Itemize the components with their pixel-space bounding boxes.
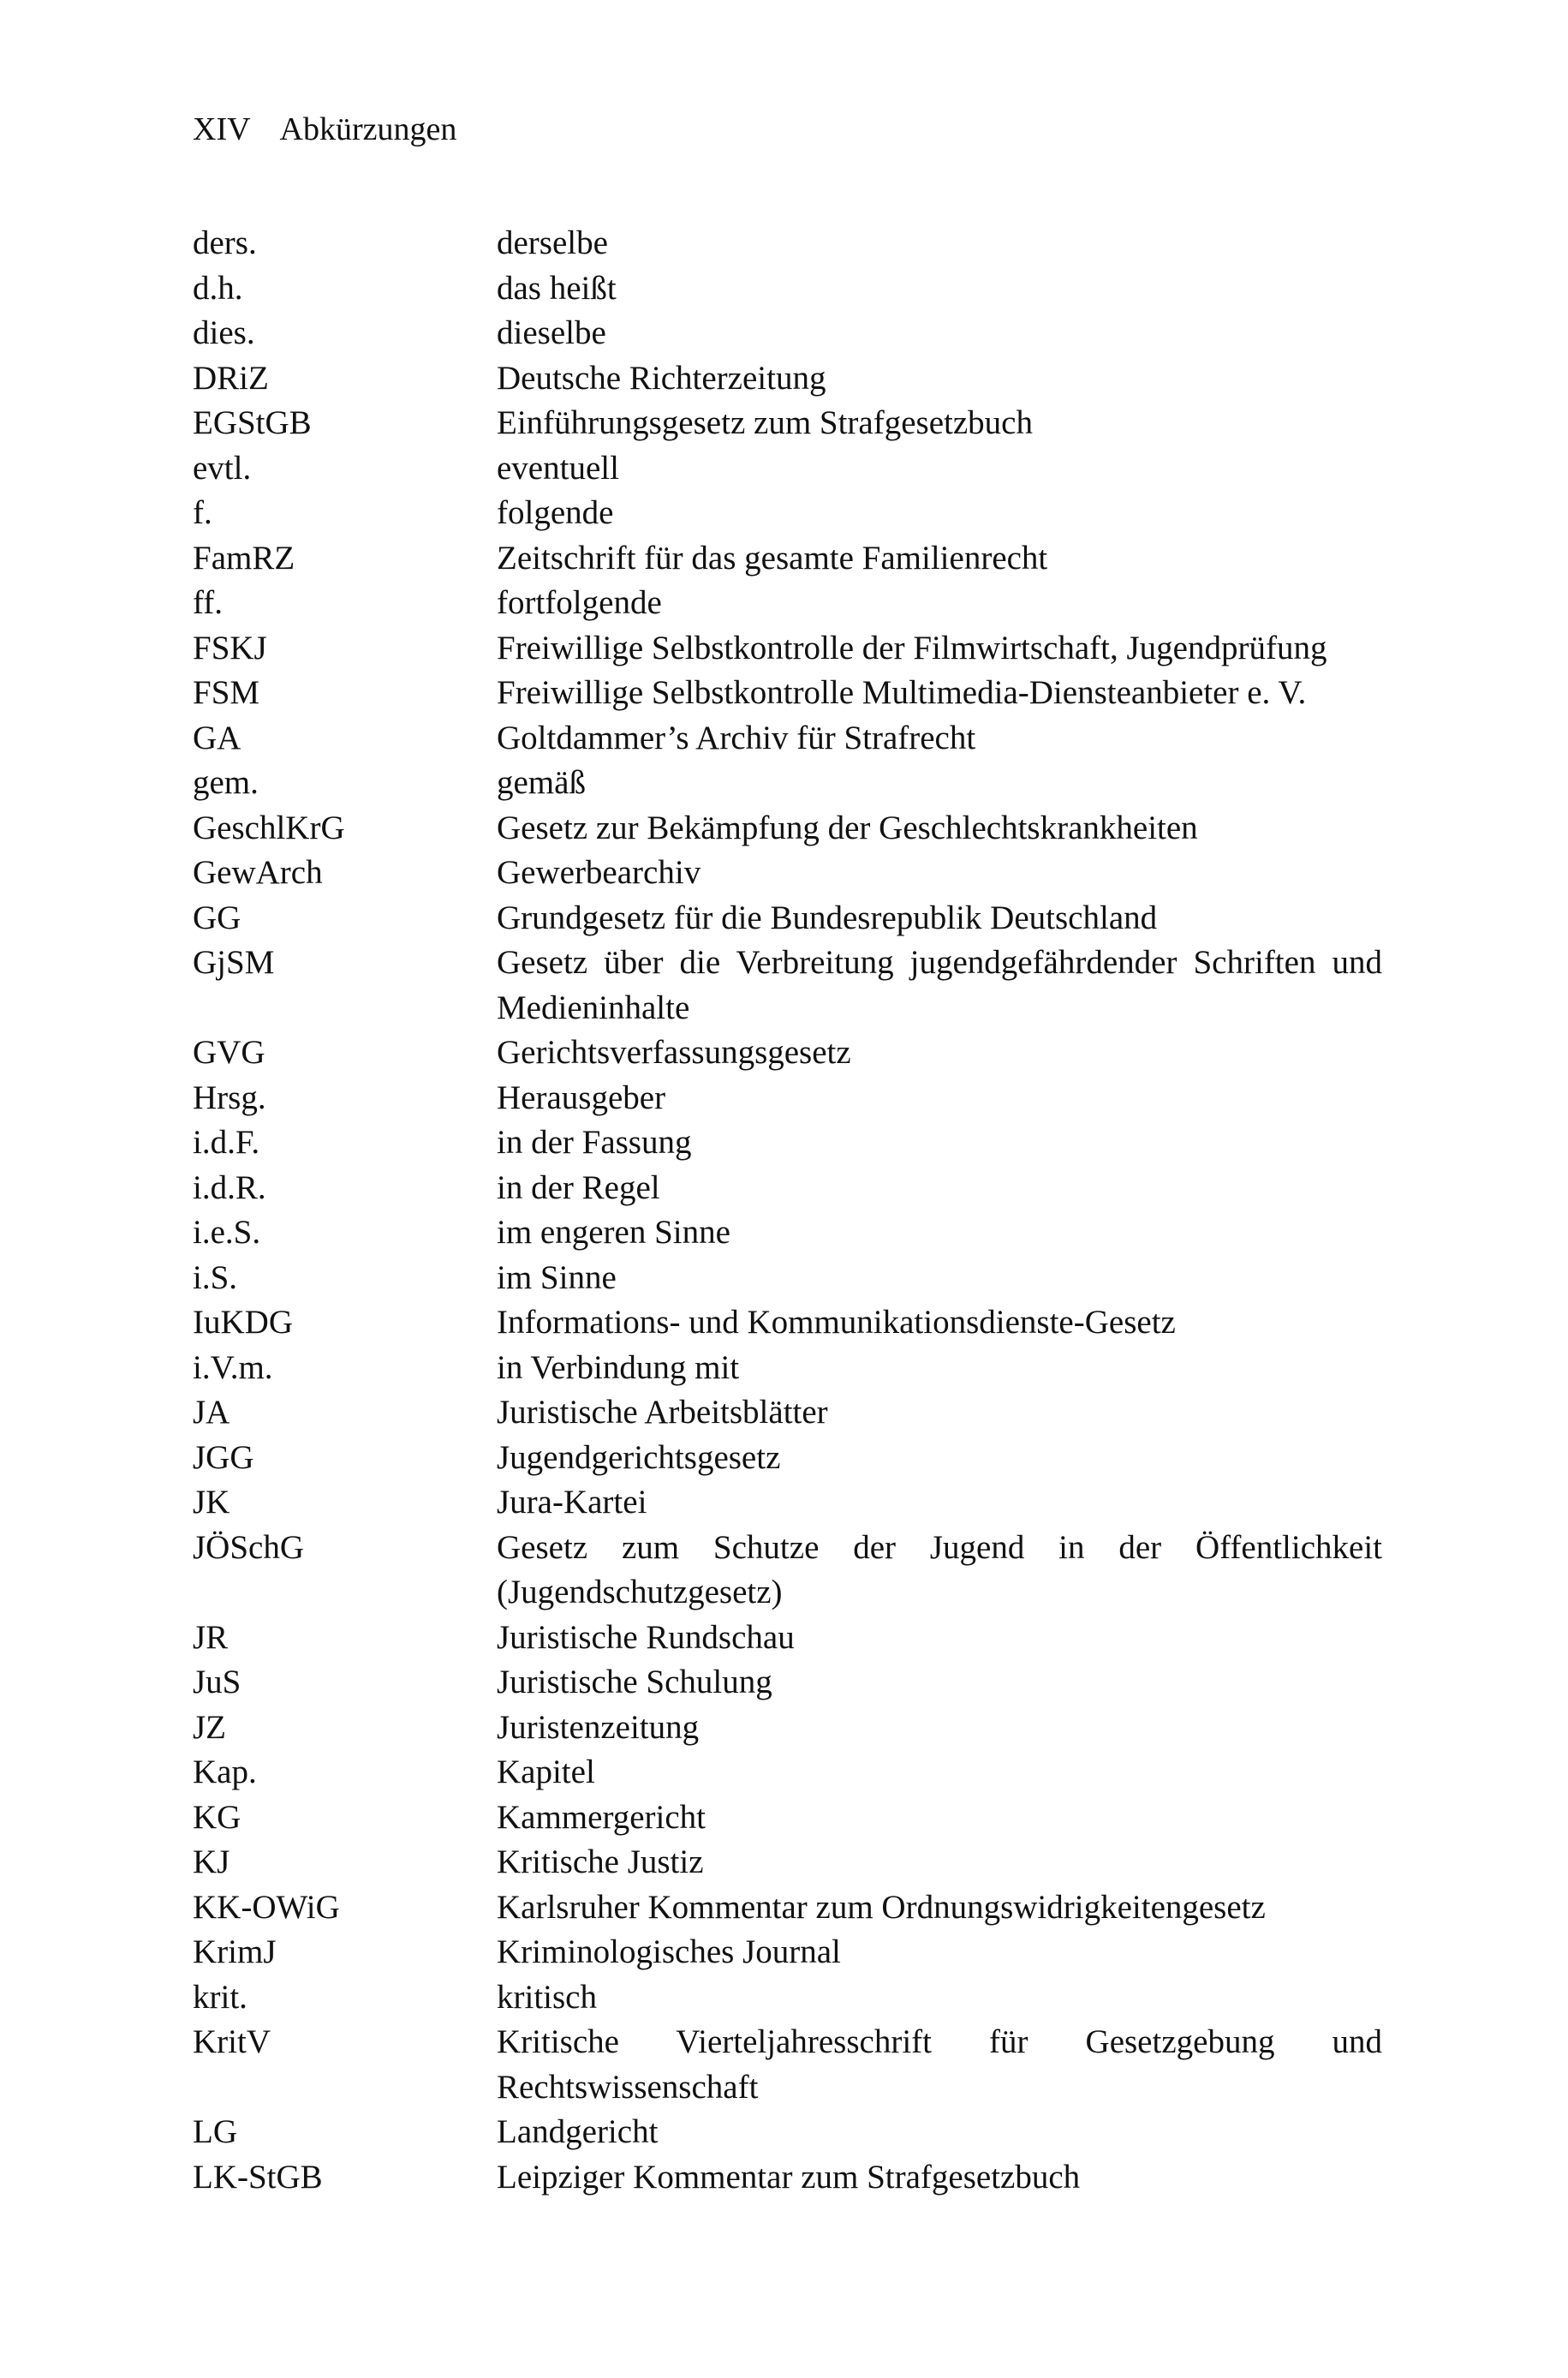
abbreviation-entry	[193, 1750, 1409, 1795]
abbreviation-entry	[193, 1346, 1409, 1391]
abbreviation-term: JK	[193, 1484, 230, 1521]
abbreviation-entry	[193, 1930, 1409, 1975]
abbreviation-term: FSKJ	[193, 629, 267, 666]
abbreviation-entry	[193, 536, 1409, 582]
abbreviation-entry	[193, 1166, 1409, 1211]
abbreviation-term: GA	[193, 719, 241, 756]
abbreviation-term: KK-OWiG	[193, 1888, 340, 1926]
abbreviation-meaning: Einführungsgesetz zum Strafgesetzbuch	[497, 404, 1033, 441]
abbreviation-entry	[193, 581, 1409, 626]
abbreviation-term: KrimJ	[193, 1933, 277, 1970]
abbreviation-entry	[193, 1840, 1409, 1885]
abbreviation-entry	[193, 1526, 1409, 1616]
abbreviation-entry	[193, 941, 1409, 1031]
abbreviation-meaning: Grundgesetz für die Bundesrepublik Deutschland	[497, 899, 1158, 936]
abbreviation-term: IuKDG	[193, 1304, 293, 1341]
abbreviation-meaning: Goltdammer’s Archiv für Strafrecht	[497, 719, 976, 756]
abbreviation-meaning: Kammergericht	[497, 1798, 706, 1836]
abbreviation-meaning: Juristenzeitung	[497, 1708, 700, 1746]
abbreviation-meaning: Gesetz über die Verbreitung jugendgefährdender Schriften und Medieninhalte	[497, 944, 1382, 1026]
abbreviation-meaning: im engeren Sinne	[497, 1214, 730, 1251]
abbreviation-term: JuS	[193, 1664, 241, 1700]
abbreviation-meaning: derselbe	[497, 224, 608, 261]
abbreviation-term: GVG	[193, 1034, 265, 1071]
abbreviation-entry	[193, 446, 1409, 492]
abbreviation-meaning: das heißt	[497, 269, 617, 307]
abbreviation-meaning: folgende	[497, 494, 614, 531]
abbreviation-entry	[193, 2020, 1409, 2110]
abbreviation-term: JZ	[193, 1708, 226, 1746]
abbreviation-meaning: Kapitel	[497, 1754, 595, 1790]
abbreviation-meaning: Juristische Schulung	[497, 1664, 772, 1700]
abbreviation-entry	[193, 851, 1409, 896]
abbreviation-entry	[193, 1390, 1409, 1436]
abbreviation-meaning: Leipziger Kommentar zum Strafgesetzbuch	[497, 2158, 1081, 2196]
abbreviation-meaning: Jura-Kartei	[497, 1484, 647, 1521]
abbreviation-entry	[193, 221, 1409, 266]
abbreviation-term: GeschlKrG	[193, 809, 345, 846]
abbreviation-term: i.S.	[193, 1258, 238, 1296]
section-title: Abkürzungen	[279, 111, 457, 147]
abbreviation-entry	[193, 1975, 1409, 2021]
abbreviation-term: krit.	[193, 1978, 247, 2016]
abbreviation-entry	[193, 1795, 1409, 1841]
abbreviation-term: JR	[193, 1618, 229, 1656]
abbreviation-entry	[193, 626, 1409, 672]
abbreviation-entry	[193, 1300, 1409, 1346]
abbreviation-entry	[193, 671, 1409, 716]
abbreviation-term: LG	[193, 2113, 237, 2150]
abbreviation-term: LK-StGB	[193, 2158, 323, 2196]
abbreviation-entry	[193, 806, 1409, 851]
abbreviation-entry	[193, 1480, 1409, 1526]
abbreviation-meaning: Juristische Arbeitsblätter	[497, 1394, 828, 1431]
abbreviation-meaning: Zeitschrift für das gesamte Familienrecht	[497, 539, 1048, 577]
abbreviation-meaning: Juristische Rundschau	[497, 1618, 795, 1656]
running-head	[193, 113, 456, 146]
abbreviation-entry	[193, 1076, 1409, 1121]
abbreviation-entry	[193, 1031, 1409, 1076]
abbreviation-entry	[193, 356, 1409, 402]
abbreviation-term: ff.	[193, 584, 224, 621]
abbreviation-term: i.V.m.	[193, 1348, 273, 1386]
abbreviation-term: Kap.	[193, 1754, 257, 1790]
abbreviation-entry	[193, 1436, 1409, 1481]
abbreviation-entry	[193, 1210, 1409, 1256]
abbreviation-meaning: im Sinne	[497, 1258, 617, 1296]
abbreviation-entry	[193, 1660, 1409, 1706]
abbreviation-entry	[193, 491, 1409, 536]
abbreviation-entry	[193, 896, 1409, 941]
abbreviation-meaning: Kritische Justiz	[497, 1843, 704, 1880]
abbreviation-term: KG	[193, 1798, 241, 1836]
abbreviation-term: evtl.	[193, 449, 252, 487]
abbreviation-meaning: Freiwillige Selbstkontrolle Multimedia-Diensteanbieter e. V.	[497, 674, 1307, 711]
abbreviation-meaning: fortfolgende	[497, 584, 662, 621]
abbreviation-term: GG	[193, 899, 241, 936]
abbreviation-entry	[193, 761, 1409, 806]
abbreviation-entry	[193, 266, 1409, 312]
abbreviation-term: FamRZ	[193, 539, 295, 577]
abbreviation-term: FSM	[193, 674, 260, 711]
abbreviation-meaning: in der Regel	[497, 1168, 660, 1206]
abbreviation-entry	[193, 1120, 1409, 1166]
abbreviation-term: i.d.F.	[193, 1124, 260, 1161]
abbreviation-entry	[193, 716, 1409, 762]
abbreviation-term: KritV	[193, 2023, 271, 2060]
abbreviation-term: f.	[193, 494, 212, 531]
abbreviation-entry	[193, 2155, 1409, 2201]
abbreviation-term: i.e.S.	[193, 1214, 261, 1251]
abbreviation-meaning: in der Fassung	[497, 1124, 692, 1161]
abbreviation-meaning: Kriminologisches Journal	[497, 1933, 841, 1970]
abbreviation-term: i.d.R.	[193, 1168, 266, 1206]
abbreviation-meaning: Gesetz zur Bekämpfung der Geschlechtskrankheiten	[497, 809, 1198, 846]
abbreviation-term: d.h.	[193, 269, 243, 307]
abbreviation-meaning: Landgericht	[497, 2113, 659, 2150]
abbreviation-term: gem.	[193, 764, 259, 801]
abbreviation-meaning: Deutsche Richterzeitung	[497, 359, 826, 397]
abbreviation-meaning: Freiwillige Selbstkontrolle der Filmwirtschaft, Jugendprüfung	[497, 629, 1327, 666]
abbreviation-meaning: gemäß	[497, 764, 586, 801]
abbreviation-term: EGStGB	[193, 404, 312, 441]
abbreviation-entry	[193, 2110, 1409, 2155]
abbreviation-term: DRiZ	[193, 359, 269, 397]
abbreviation-entry	[193, 1885, 1409, 1931]
abbreviation-term: GjSM	[193, 944, 275, 981]
abbreviation-meaning: kritisch	[497, 1978, 597, 2016]
abbreviation-meaning: Gerichtsverfassungsgesetz	[497, 1034, 851, 1071]
page-number: XIV	[193, 111, 251, 147]
abbreviation-entry	[193, 1706, 1409, 1751]
abbreviation-term: GewArch	[193, 854, 323, 891]
abbreviation-entry	[193, 1616, 1409, 1661]
abbreviation-term: JÖSchG	[193, 1528, 305, 1566]
abbreviation-meaning: Kritische Vierteljahresschrift für Gesetzgebung und Rechtswissenschaft	[497, 2023, 1382, 2106]
abbreviation-meaning: in Verbindung mit	[497, 1348, 740, 1386]
abbreviation-entry	[193, 401, 1409, 446]
abbreviation-meaning: dieselbe	[497, 314, 606, 351]
abbreviation-meaning: Informations- und Kommunikationsdienste-Gesetz	[497, 1304, 1176, 1341]
abbreviation-meaning: Gewerbearchiv	[497, 854, 701, 891]
abbreviation-entry	[193, 311, 1409, 356]
abbreviation-meaning: eventuell	[497, 449, 619, 487]
abbreviation-term: dies.	[193, 314, 255, 351]
abbreviation-meaning: Jugendgerichtsgesetz	[497, 1438, 781, 1476]
abbreviation-list	[193, 221, 1409, 2200]
abbreviation-term: JGG	[193, 1438, 254, 1476]
abbreviation-meaning: Karlsruher Kommentar zum Ordnungswidrigkeitengesetz	[497, 1888, 1266, 1926]
abbreviation-term: ders.	[193, 224, 257, 261]
abbreviation-term: Hrsg.	[193, 1078, 266, 1116]
abbreviation-term: JA	[193, 1394, 230, 1431]
abbreviation-meaning: Herausgeber	[497, 1078, 666, 1116]
abbreviation-meaning: Gesetz zum Schutze der Jugend in der Öffentlichkeit (Jugendschutzgesetz)	[497, 1528, 1382, 1610]
abbreviation-term: KJ	[193, 1843, 230, 1880]
abbreviation-entry	[193, 1256, 1409, 1301]
